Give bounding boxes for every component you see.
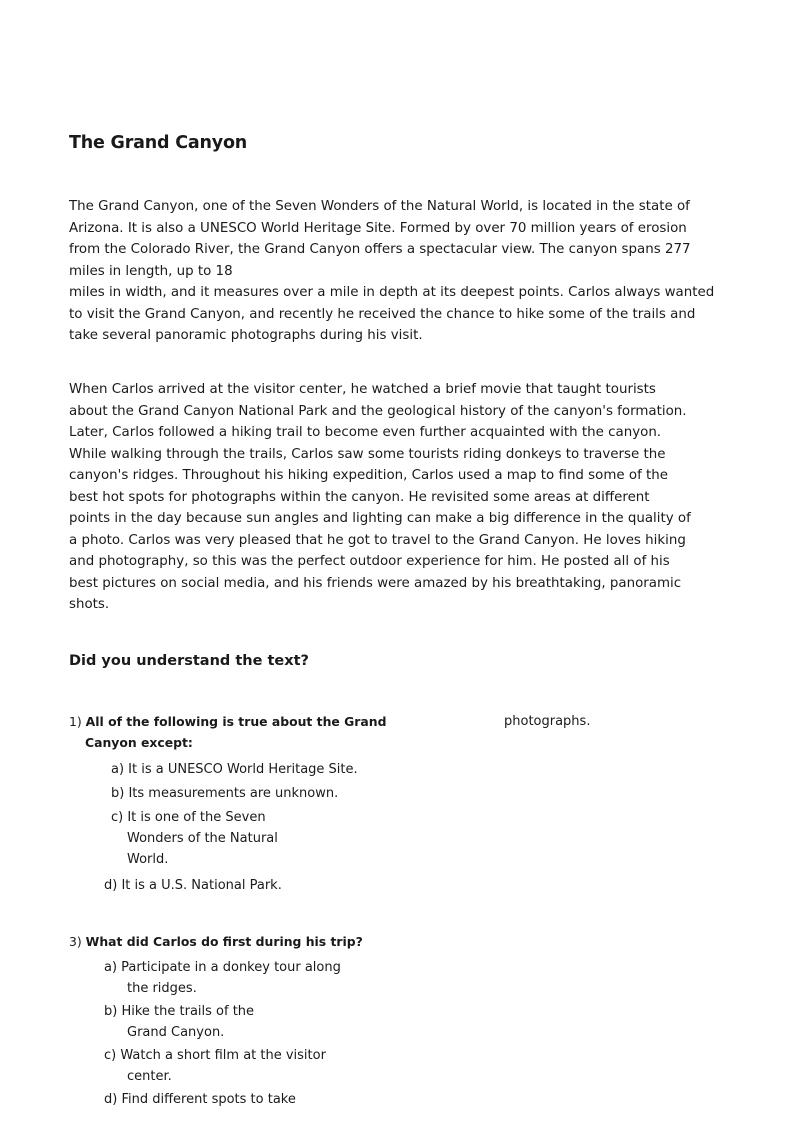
paragraph-line: points in the day because sun angles and lighting can make a big difference in the quality of xyxy=(69,511,691,526)
option-text: the ridges. xyxy=(127,981,197,996)
paragraph-line: Arizona. It is also a UNESCO World Heritage Site. Formed by over 70 million years of erosion xyxy=(69,220,687,236)
intro-paragraph xyxy=(69,196,714,347)
paragraph-line: When Carlos arrived at the visitor center, he watched a brief movie that taught tourists xyxy=(69,382,656,397)
option-text: photographs. xyxy=(504,714,591,729)
paragraph-line: about the Grand Canyon National Park and the geological history of the canyon's formation. xyxy=(69,403,687,419)
question-1-option-c xyxy=(111,807,278,870)
paragraph-line: to visit the Grand Canyon, and recently he received the chance to hike some of the trails and xyxy=(69,306,696,322)
question-1-option-b xyxy=(111,783,338,804)
question-1-line1 xyxy=(69,711,386,732)
column2-option-continuation xyxy=(504,711,590,732)
option-text: b) Hike the trails of the xyxy=(104,1004,255,1019)
question-1-option-d xyxy=(104,875,282,896)
option-text: a) Participate in a donkey tour along xyxy=(104,960,341,975)
paragraph-line: a photo. Carlos was very pleased that he got to travel to the Grand Canyon. He loves hiking xyxy=(69,532,686,548)
story-paragraph xyxy=(69,379,691,616)
paragraph-line: miles in width, and it measures over a mile in depth at its deepest points. Carlos always wanted xyxy=(69,285,715,300)
question-text: Canyon except: xyxy=(85,735,193,750)
paragraph-line: The Grand Canyon, one of the Seven Wonders of the Natural World, is located in the state of xyxy=(69,199,690,214)
paragraph-line: best pictures on social media, and his friends were amazed by his breathtaking, panoramic xyxy=(69,575,682,591)
option-text: d) It is a U.S. National Park. xyxy=(104,878,282,893)
option-text: Grand Canyon. xyxy=(127,1025,225,1040)
paragraph-line: and photography, so this was the perfect outdoor experience for him. He posted all of his xyxy=(69,554,670,569)
question-text: All of the following is true about the Grand xyxy=(85,714,387,729)
paragraph-line: best hot spots for photographs within the canyon. He revisited some areas at different xyxy=(69,489,650,505)
question-number: 3) xyxy=(69,934,82,949)
option-text: World. xyxy=(127,852,169,867)
paragraph-line: shots. xyxy=(69,597,110,612)
paragraph-line: While walking through the trails, Carlos saw some tourists riding donkeys to traverse the xyxy=(69,446,666,462)
question-1 xyxy=(69,711,386,753)
section-heading: Did you understand the text? xyxy=(69,653,309,669)
paragraph-line: miles in length, up to 18 xyxy=(69,263,233,279)
option-text: d) Find different spots to take xyxy=(104,1092,296,1107)
option-text: Wonders of the Natural xyxy=(127,831,278,846)
question-number: 1) xyxy=(69,714,82,729)
option-text: c) It is one of the Seven xyxy=(111,810,266,825)
question-3-option-a xyxy=(104,957,341,999)
option-text: center. xyxy=(127,1069,172,1084)
paragraph-line: canyon's ridges. Throughout his hiking expedition, Carlos used a map to find some of the xyxy=(69,468,669,483)
question-3 xyxy=(69,931,363,952)
question-text: What did Carlos do first during his trip? xyxy=(85,934,363,949)
paragraph-line: take several panoramic photographs during his visit. xyxy=(69,328,423,343)
paragraph-line: Later, Carlos followed a hiking trail to become even further acquainted with the canyon. xyxy=(69,425,662,440)
question-3-option-b xyxy=(104,1001,254,1043)
option-text: a) It is a UNESCO World Heritage Site. xyxy=(111,762,358,777)
question-3-option-d xyxy=(104,1089,296,1110)
question-1-line2 xyxy=(69,732,386,753)
option-text: b) Its measurements are unknown. xyxy=(111,786,339,801)
paragraph-line: from the Colorado River, the Grand Canyon offers a spectacular view. The canyon spans 277 xyxy=(69,242,691,257)
question-1-option-a xyxy=(111,759,358,780)
page-title: The Grand Canyon xyxy=(69,133,248,153)
question-3-option-c xyxy=(104,1045,326,1087)
option-text: c) Watch a short film at the visitor xyxy=(104,1048,326,1063)
